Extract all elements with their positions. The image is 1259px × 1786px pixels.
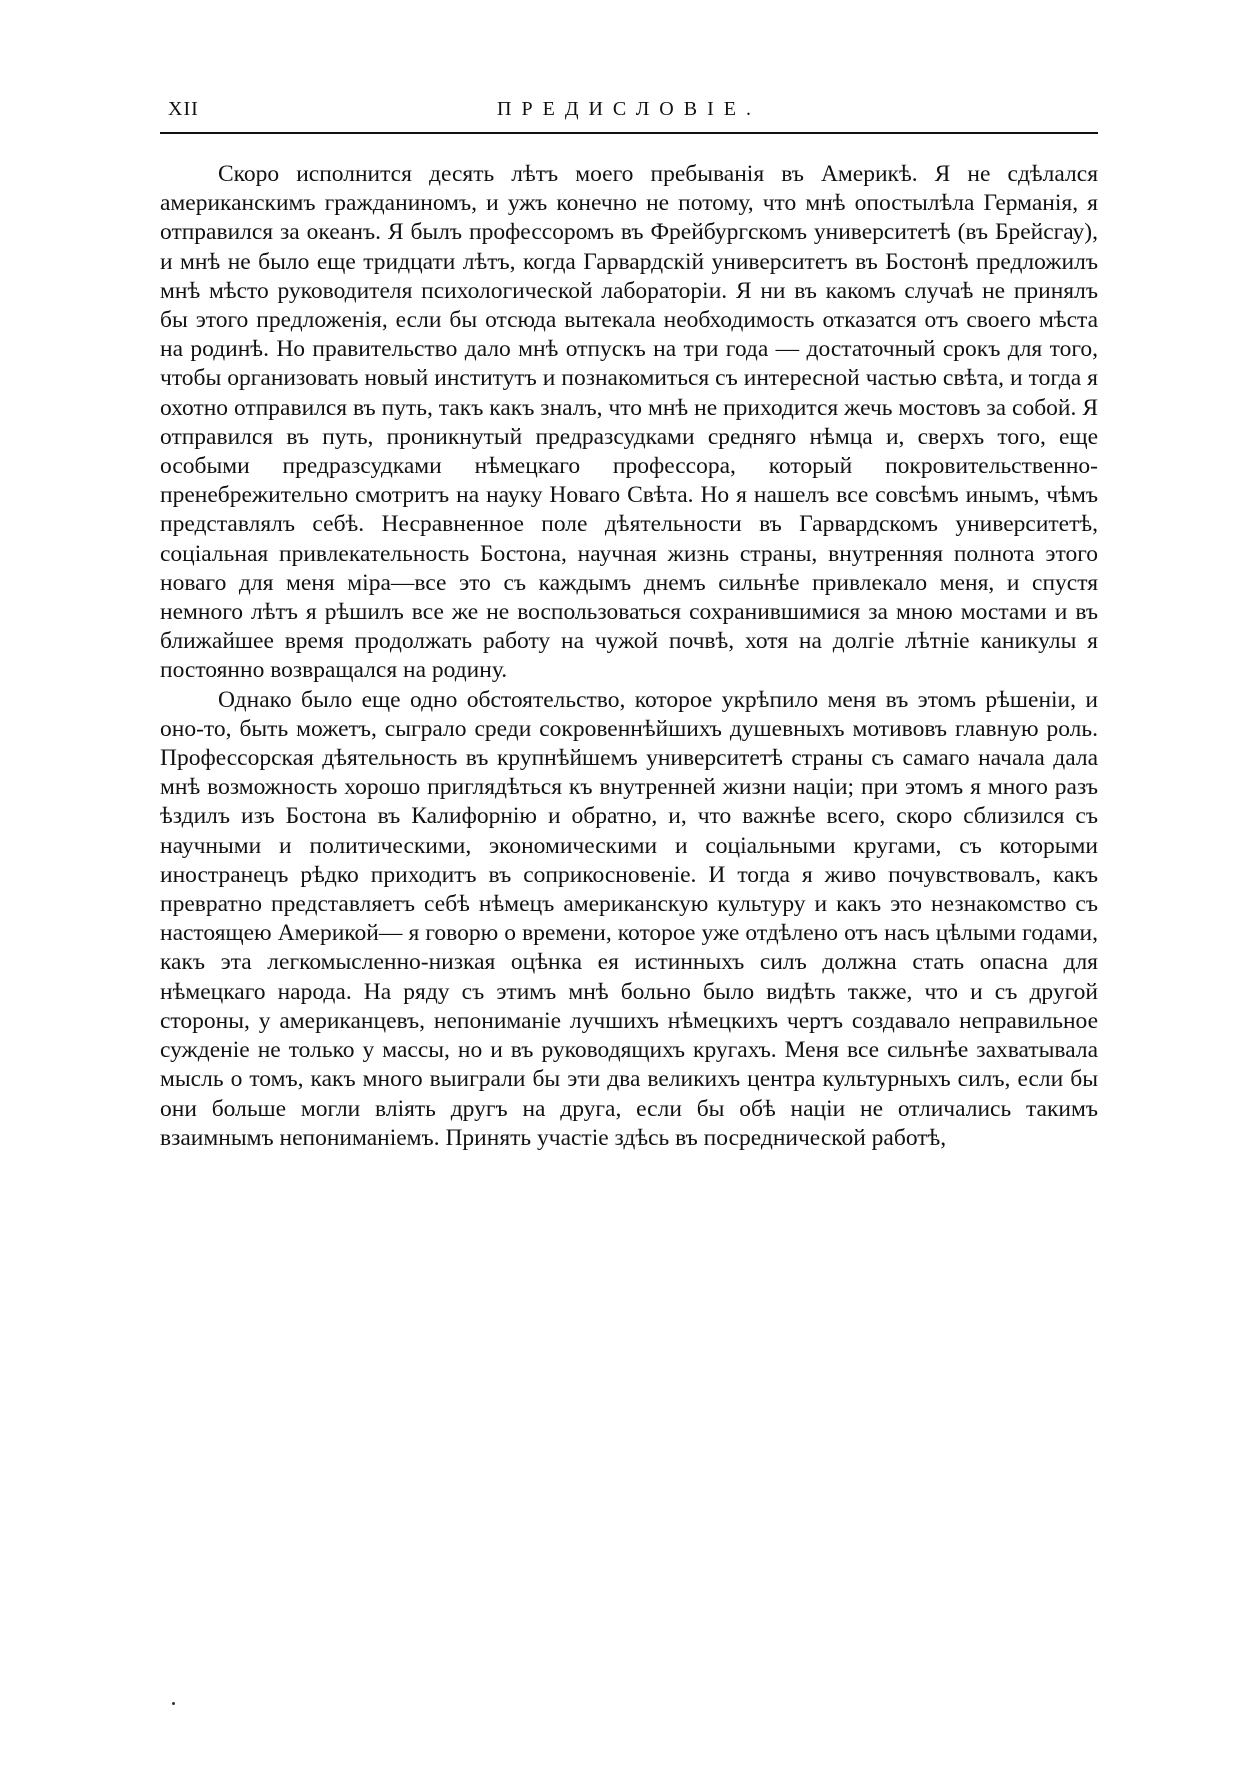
header-rule: [160, 132, 1098, 134]
page-number: XII: [168, 98, 199, 120]
book-page: [160, 0, 1098, 1786]
paragraph-2: Однако было еще одно обстоятельство, которое укрѣпило меня въ этомъ рѣшеніи, и оно-то, быть можетъ, сыграло среди сокровеннѣйшихъ душевныхъ мотивовъ главную роль. Профессорская дѣятельность въ крупнѣйшемъ университетѣ страны съ самаго начала дала мнѣ возможность хорошо приглядѣться къ внутренней жизни націи; при этомъ я много разъ ѣздилъ изъ Бостона въ Калифорнію и обратно, и, что важнѣе всего, скоро сблизился съ научными и политическими, экономическими и соціальными кругами, съ которыми иностранецъ рѣдко приходитъ въ соприкосновеніе. И тогда я живо почувствовалъ, какъ превратно представляетъ себѣ нѣмецъ американскую культуру и какъ это незнакомство съ настоящею Америкой— я говорю о времени, которое уже отдѣлено отъ насъ цѣлыми годами, какъ эта легкомысленно-низкая оцѣнка ея истинныхъ силъ должна стать опасна для нѣмецкаго народа. На ряду съ этимъ мнѣ больно было видѣть также, что и съ другой стороны, у американцевъ, непониманіе лучшихъ нѣмецкихъ чертъ создавало неправильное сужденіе не только у массы, но и въ руководящихъ кругахъ. Меня все сильнѣе захватывала мысль о томъ, какъ много выиграли бы эти два великихъ центра культурныхъ силъ, если бы они больше могли вліять другъ на друга, если бы обѣ націи не отличались такимъ взаимнымъ непониманіемъ. Принять участіе здѣсь въ посреднической работѣ,: [160, 686, 1098, 1151]
paragraph-1: Скоро исполнится десять лѣтъ моего пребыванія въ Америкѣ. Я не сдѣлался американскимъ гражданиномъ, и ужъ конечно не потому, что мнѣ опостылѣла Германія, я отправился за океанъ. Я былъ профессоромъ въ Фрейбургскомъ университетѣ (въ Брейсгау), и мнѣ не было еще тридцати лѣтъ, когда Гарвардскій университетъ въ Бостонѣ предложилъ мнѣ мѣсто руководителя психологической лабораторіи. Я ни въ какомъ случаѣ не принялъ бы этого предложенія, если бы отсюда вытекала необходимость отказатся отъ своего мѣста на родинѣ. Но правительство дало мнѣ отпускъ на три года — достаточный срокъ для того, чтобы организовать новый институтъ и познакомиться съ интересной частью свѣта, и тогда я охотно отправился въ путь, такъ какъ зналъ, что мнѣ не приходится жечь мостовъ за собой. Я отправился въ путь, проникнутый предразсудками средняго нѣмца и, сверхъ того, еще особыми предразсудками нѣмецкаго профессора, который покровительственно-пренебрежительно смотритъ на науку Новаго Свѣта. Но я нашелъ все совсѣмъ инымъ, чѣмъ представлялъ себѣ. Несравненное поле дѣятельности въ Гарвардскомъ университетѣ, соціальная привлекательность Бостона, научная жизнь страны, внутренняя полнота этого новаго для меня міра—все это съ каждымъ днемъ сильнѣе привлекало меня, и спустя немного лѣтъ я рѣшилъ все же не воспользоваться сохранившимися за мною мостами и въ ближайшее время продолжать работу на чужой почвѣ, хотя на долгіе лѣтніе каникулы я постоянно возвращался на родину.: [160, 161, 1098, 684]
ink-speck: [172, 1702, 175, 1705]
body-text: [160, 160, 1098, 1153]
running-title: ПРЕДИСЛОВІЕ.: [497, 98, 761, 120]
running-header: [160, 98, 1098, 132]
